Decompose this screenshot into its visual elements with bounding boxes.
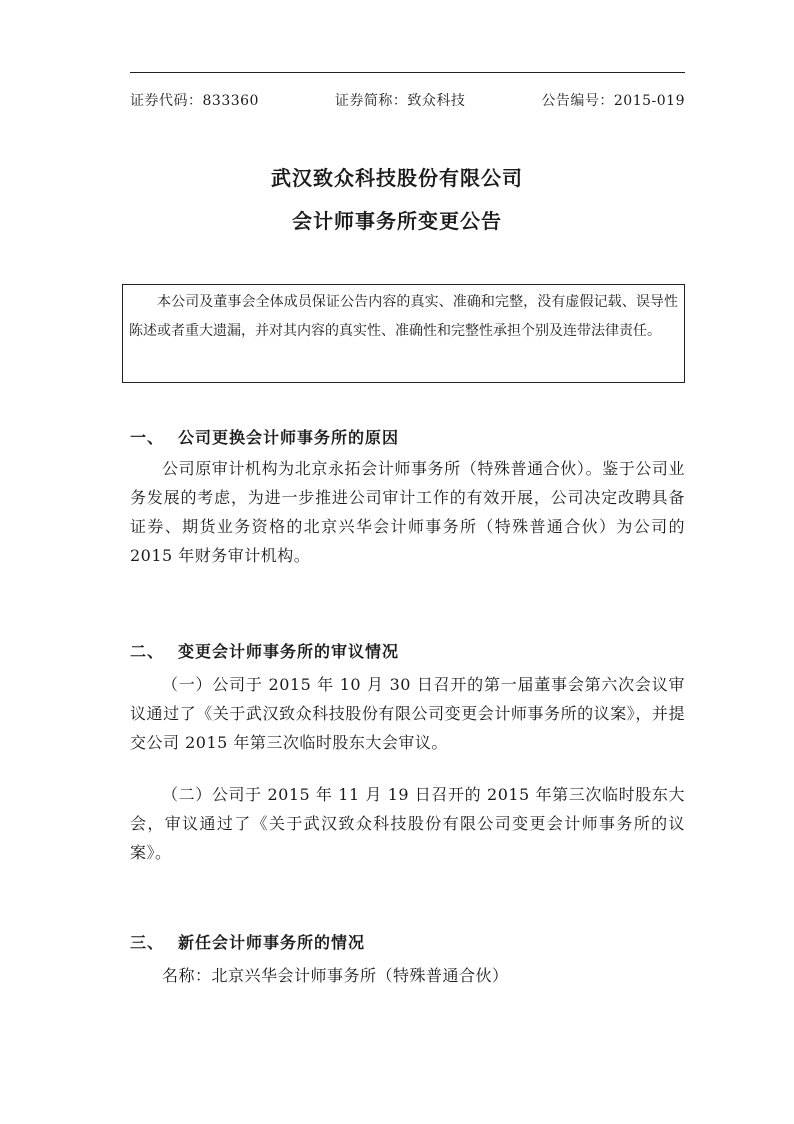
section-3-number: 三、 xyxy=(130,933,165,952)
section-3-paragraph-1: 名称：北京兴华会计师事务所（特殊普通合伙） xyxy=(162,966,509,985)
section-2-number: 二、 xyxy=(130,642,165,661)
security-code: 证券代码：833360 xyxy=(130,93,259,109)
notice-title: 会计师事务所变更公告 xyxy=(292,209,502,233)
section-2-paragraph-2: （二）公司于 2015 年 11 月 19 日召开的 2015 年第三次临时股东大会，审议通过了《关于武汉致众科技股份有限公司变更会计师事务所的议案》。 xyxy=(130,785,685,862)
header-row xyxy=(130,90,685,110)
section-2-paragraph-1: （一）公司于 2015 年 10 月 30 日召开的第一届董事会第六次会议审议通过了《关于武汉致众科技股份有限公司变更会计师事务所的议案》，并提交公司 2015 年第三次临时股东大会审议。 xyxy=(130,675,685,752)
section-3-title: 新任会计师事务所的情况 xyxy=(178,933,366,952)
section-1-title: 公司更换会计师事务所的原因 xyxy=(178,428,400,447)
company-title: 武汉致众科技股份有限公司 xyxy=(271,166,523,190)
section-1-number: 一、 xyxy=(130,428,165,447)
section-1-paragraph-1: 公司原审计机构为北京永拓会计师事务所（特殊普通合伙）。鉴于公司业务发展的考虑，为进一步推进公司审计工作的有效开展，公司决定改聘具备证券、期货业务资格的北京兴华会计师事务所（特殊普通合伙）为公司的 2015 年财务审计机构。 xyxy=(130,459,685,565)
header-rule xyxy=(130,72,685,73)
board-statement: 本公司及董事会全体成员保证公告内容的真实、准确和完整，没有虚假记载、误导性陈述或者重大遗漏，并对其内容的真实性、准确性和完整性承担个别及连带法律责任。 xyxy=(122,284,685,383)
section-1-heading xyxy=(130,425,399,448)
section-2-title: 变更会计师事务所的审议情况 xyxy=(178,642,400,661)
section-3-heading xyxy=(130,930,365,953)
notice-number: 公告编号：2015-019 xyxy=(541,93,685,109)
security-short-name: 证券简称：致众科技 xyxy=(334,93,466,109)
section-2-heading xyxy=(130,639,399,662)
